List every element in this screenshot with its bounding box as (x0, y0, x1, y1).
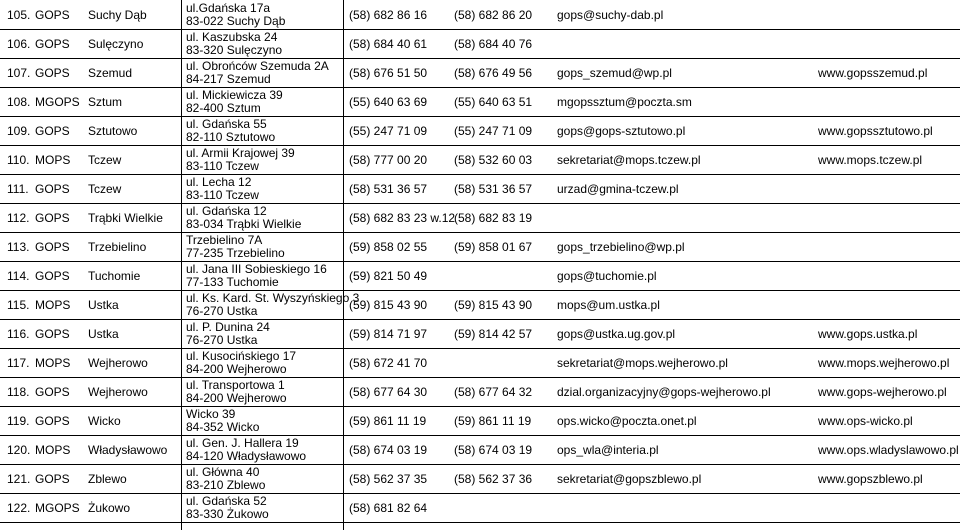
table-row (0, 30, 960, 59)
phone: (58) 676 51 50 (349, 66, 428, 80)
phone: (58) 682 86 16 (349, 8, 428, 22)
fax: (58) 682 86 20 (454, 8, 533, 22)
email: sekretariat@mops.tczew.pl (557, 153, 701, 167)
phone: (55) 247 71 09 (349, 124, 428, 138)
email: ops_wla@interia.pl (557, 443, 659, 457)
website: www.gopsszemud.pl (818, 66, 928, 80)
email: mgopssztum@poczta.sm (557, 95, 692, 109)
street-address: ul. Kusocińskiego 17 (186, 349, 297, 363)
address (186, 466, 265, 492)
postal-address: 84-200 Wejherowo (186, 391, 287, 405)
address (186, 437, 306, 463)
table-row (0, 349, 960, 378)
phone: (58) 672 41 70 (349, 356, 428, 370)
municipality: Ustka (88, 298, 119, 312)
row-number: 105. (7, 8, 31, 22)
website: www.gopssztutowo.pl (818, 124, 933, 138)
municipality: Wicko (88, 414, 121, 428)
municipality: Trzebielino (88, 240, 147, 254)
municipality: Sztutowo (88, 124, 138, 138)
address (186, 147, 295, 173)
row-number: 112. (7, 211, 30, 225)
institution-type: GOPS (35, 414, 70, 428)
phone: (59) 815 43 90 (349, 298, 428, 312)
address (186, 321, 270, 347)
postal-address: 84-200 Wejherowo (186, 362, 287, 376)
postal-address: 77-133 Tuchomie (186, 275, 279, 289)
address (186, 408, 259, 434)
postal-address: 82-110 Sztutowo (186, 130, 276, 144)
row-number: 117. (7, 356, 30, 370)
email: gops@gops-sztutowo.pl (557, 124, 686, 138)
website: www.mops.wejherowo.pl (818, 356, 950, 370)
table-row (0, 204, 960, 233)
row-number: 116. (7, 327, 30, 341)
email: mops@um.ustka.pl (557, 298, 660, 312)
municipality: Żukowo (88, 501, 131, 515)
street-address: ul. Gdańska 55 (186, 117, 267, 131)
phone: (55) 640 63 69 (349, 95, 428, 109)
email: dzial.organizacyjny@gops-wejherowo.pl (557, 385, 771, 399)
phone: (58) 562 37 35 (349, 472, 428, 486)
phone: (58) 531 36 57 (349, 182, 428, 196)
municipality: Ustka (88, 327, 119, 341)
row-number: 108. (7, 95, 31, 109)
postal-address: 77-235 Trzebielino (186, 246, 285, 260)
institution-type: MOPS (35, 153, 71, 167)
table-row (0, 1, 960, 30)
institution-type: MGOPS (35, 95, 80, 109)
address (186, 118, 275, 144)
table-row (0, 262, 960, 291)
email: gops@tuchomie.pl (557, 269, 657, 283)
address (186, 31, 282, 57)
website: www.gops-wejherowo.pl (818, 385, 947, 399)
institution-type: GOPS (35, 240, 70, 254)
institution-type: GOPS (35, 66, 70, 80)
fax: (58) 562 37 36 (454, 472, 533, 486)
table-row (0, 494, 960, 523)
email: urzad@gmina-tczew.pl (557, 182, 679, 196)
street-address: ul.Gdańska 17a (186, 1, 271, 15)
fax: (58) 674 03 19 (454, 443, 533, 457)
phone: (58) 677 64 30 (349, 385, 428, 399)
street-address: ul. P. Dunina 24 (186, 320, 270, 334)
institution-type: MOPS (35, 298, 71, 312)
row-number: 120. (7, 443, 31, 457)
phone: (58) 777 00 20 (349, 153, 428, 167)
table-row (0, 175, 960, 204)
institution-type: GOPS (35, 211, 70, 225)
municipality: Wejherowo (88, 385, 148, 399)
email: gops@suchy-dab.pl (557, 8, 664, 22)
row-number: 119. (7, 414, 30, 428)
address (186, 2, 285, 28)
address (186, 176, 259, 202)
email: gops_trzebielino@wp.pl (557, 240, 685, 254)
municipality: Tuchomie (88, 269, 141, 283)
phone: (58) 681 82 64 (349, 501, 428, 515)
website: www.gops.ustka.pl (818, 327, 918, 341)
fax: (59) 861 11 19 (454, 414, 532, 428)
phone: (59) 821 50 49 (349, 269, 428, 283)
row-number: 106. (7, 37, 31, 51)
phone: (58) 682 83 23 w.12 (349, 211, 456, 225)
municipality: Trąbki Wielkie (88, 211, 163, 225)
table-row (0, 378, 960, 407)
institution-type: MOPS (35, 356, 71, 370)
institution-type: MOPS (35, 443, 71, 457)
phone: (59) 861 11 19 (349, 414, 427, 428)
address (186, 205, 301, 231)
institution-type: GOPS (35, 37, 70, 51)
row-number: 110. (7, 153, 30, 167)
postal-address: 82-400 Sztum (186, 101, 261, 115)
email: sekretariat@mops.wejherowo.pl (557, 356, 728, 370)
postal-address: 83-034 Trąbki Wielkie (186, 217, 302, 231)
table-row (0, 233, 960, 262)
email: gops@ustka.ug.gov.pl (557, 327, 676, 341)
institution-type: GOPS (35, 327, 70, 341)
address (186, 292, 359, 318)
street-address: ul. Kaszubska 24 (186, 30, 278, 44)
postal-address: 84-217 Szemud (186, 72, 271, 86)
institution-type: MGOPS (35, 501, 80, 515)
institution-type: GOPS (35, 385, 70, 399)
website: www.gopszblewo.pl (818, 472, 923, 486)
municipality: Wejherowo (88, 356, 148, 370)
fax: (59) 815 43 90 (454, 298, 533, 312)
row-number: 122. (7, 501, 31, 515)
phone: (58) 684 40 61 (349, 37, 428, 51)
institution-type: GOPS (35, 472, 70, 486)
fax: (55) 247 71 09 (454, 124, 533, 138)
street-address: Trzebielino 7A (186, 233, 263, 247)
address (186, 60, 329, 86)
street-address: ul. Jana III Sobieskiego 16 (186, 262, 327, 276)
phone: (59) 814 71 97 (349, 327, 428, 341)
table-row (0, 320, 960, 349)
postal-address: 83-022 Suchy Dąb (186, 14, 286, 28)
institution-type: GOPS (35, 124, 70, 138)
address (186, 263, 327, 289)
postal-address: 76-270 Ustka (186, 304, 258, 318)
row-number: 114. (7, 269, 30, 283)
fax: (58) 677 64 32 (454, 385, 533, 399)
row-number: 109. (7, 124, 31, 138)
street-address: ul. Główna 40 (186, 465, 260, 479)
table-row (0, 117, 960, 146)
postal-address: 83-110 Tczew (186, 159, 259, 173)
postal-address: 84-352 Wicko (186, 420, 260, 434)
fax: (59) 858 01 67 (454, 240, 533, 254)
institution-type: GOPS (35, 182, 70, 196)
street-address: ul. Gen. J. Hallera 19 (186, 436, 299, 450)
municipality: Sztum (88, 95, 123, 109)
municipality: Suchy Dąb (88, 8, 147, 22)
street-address: ul. Transportowa 1 (186, 378, 285, 392)
email: sekretariat@gopszblewo.pl (557, 472, 702, 486)
table-row (0, 59, 960, 88)
table-row (0, 291, 960, 320)
row-number: 107. (7, 66, 31, 80)
postal-address: 76-270 Ustka (186, 333, 258, 347)
address (186, 350, 296, 376)
municipality: Tczew (88, 182, 122, 196)
address (186, 89, 283, 115)
institution-type: GOPS (35, 8, 70, 22)
row-number: 118. (7, 385, 30, 399)
street-address: ul. Ks. Kard. St. Wyszyńskiego 3 (186, 291, 360, 305)
street-address: ul. Gdańska 52 (186, 494, 267, 508)
email: gops_szemud@wp.pl (557, 66, 672, 80)
row-number: 115. (7, 298, 30, 312)
municipality: Szemud (88, 66, 133, 80)
postal-address: 83-330 Żukowo (186, 507, 269, 521)
postal-address: 83-210 Zblewo (186, 478, 266, 492)
address (186, 495, 269, 521)
fax: (58) 531 36 57 (454, 182, 533, 196)
street-address: ul. Armii Krajowej 39 (186, 146, 295, 160)
municipality: Tczew (88, 153, 122, 167)
street-address: ul. Mickiewicza 39 (186, 88, 283, 102)
phone: (58) 674 03 19 (349, 443, 428, 457)
website: www.mops.tczew.pl (818, 153, 923, 167)
postal-address: 84-120 Władysławowo (186, 449, 307, 463)
municipality: Zblewo (88, 472, 127, 486)
table-row (0, 88, 960, 117)
address (186, 379, 287, 405)
table-row (0, 465, 960, 494)
table-row (0, 146, 960, 175)
address (186, 234, 285, 260)
fax: (58) 682 83 19 (454, 211, 533, 225)
municipality: Władysławowo (88, 443, 168, 457)
street-address: ul. Obrońców Szemuda 2A (186, 59, 329, 73)
street-address: Wicko 39 (186, 407, 236, 421)
municipality: Sulęczyno (88, 37, 144, 51)
fax: (58) 676 49 56 (454, 66, 533, 80)
phone: (59) 858 02 55 (349, 240, 428, 254)
postal-address: 83-110 Tczew (186, 188, 259, 202)
website: www.ops-wicko.pl (818, 414, 913, 428)
fax: (58) 684 40 76 (454, 37, 533, 51)
table-row (0, 407, 960, 436)
table-row (0, 436, 960, 465)
street-address: ul. Gdańska 12 (186, 204, 267, 218)
institution-type: GOPS (35, 269, 70, 283)
website: www.ops.wladyslawowo.pl (818, 443, 959, 457)
row-number: 121. (7, 472, 31, 486)
email: ops.wicko@poczta.onet.pl (557, 414, 697, 428)
fax: (59) 814 42 57 (454, 327, 533, 341)
fax: (55) 640 63 51 (454, 95, 533, 109)
street-address: ul. Lecha 12 (186, 175, 252, 189)
fax: (58) 532 60 03 (454, 153, 533, 167)
row-number: 113. (7, 240, 30, 254)
postal-address: 83-320 Sulęczyno (186, 43, 283, 57)
row-number: 111. (7, 182, 29, 196)
